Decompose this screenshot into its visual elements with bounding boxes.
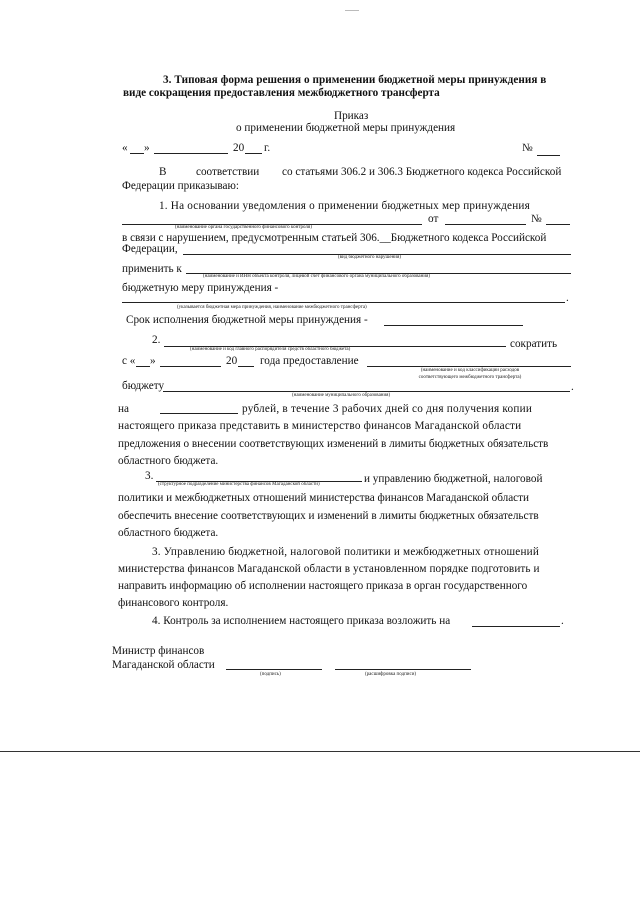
term-field[interactable]	[384, 325, 523, 326]
item2-budget: бюджету	[122, 380, 165, 392]
number-sign: №	[522, 142, 533, 154]
date-month-field[interactable]	[154, 153, 228, 154]
item1-measure: бюджетную меру принуждения -	[122, 282, 279, 294]
top-mark	[345, 10, 359, 11]
item3b-line-1: 3. Управлению бюджетной, налоговой политики и межбюджетных отношений	[152, 546, 540, 558]
caption-classification-2: соответствующего межбюджетного трансферта)	[418, 375, 522, 380]
caption-subdivision: (структурное подразделение министерства финансов Магаданской области)	[158, 482, 320, 487]
expense-classification-field[interactable]	[367, 366, 571, 367]
heading-line-2: виде сокращения предоставления межбюджетного трансферта	[123, 87, 440, 99]
intro-word-3: со статьями 306.2 и 306.3 Бюджетного кодекса Российской	[282, 166, 562, 178]
item3b-line-3: направить информацию об исполнении настоящего приказа в орган государственного	[118, 580, 528, 592]
item1-ot: от	[428, 213, 439, 225]
item3a-line-2: политики и межбюджетных отношений министерства финансов Магаданской области	[118, 492, 530, 504]
date-day-field[interactable]	[130, 153, 144, 154]
caption-control-organ: (наименование органа государственного финансового контроля)	[175, 225, 312, 230]
caption-municipality: (наименование муниципального образования)	[292, 393, 391, 398]
intro-word-2: соответствии	[196, 166, 260, 178]
item1-line-1: 1. На основании уведомления о применении бюджетных мер принуждения	[159, 200, 530, 212]
caption-measure: (указывается бюджетная мера принуждения, наименование межбюджетного трансферта)	[177, 305, 367, 310]
item2-year: 20	[226, 355, 238, 367]
date-close-quote: »	[144, 142, 150, 154]
item1-line-4: Федерации,	[122, 243, 178, 255]
reduce-year-field[interactable]	[238, 366, 254, 367]
caption-classification-1: (наименование и код классификации расходов	[420, 368, 520, 373]
municipality-field[interactable]	[163, 391, 570, 392]
caption-signature: (подпись)	[260, 672, 281, 677]
municipality-end-dot: .	[571, 381, 574, 393]
order-number-field[interactable]	[537, 155, 560, 156]
item2-p2: настоящего приказа представить в министерство финансов Магаданской области	[118, 420, 522, 432]
item1-term: Срок исполнения бюджетной меры принуждения -	[126, 314, 368, 326]
item2-p3: предложения о внесении соответствующих изменений в лимиты бюджетных обязательств	[118, 438, 549, 450]
reduce-day-field[interactable]	[136, 366, 150, 367]
signature-field[interactable]	[226, 669, 322, 670]
notice-number-field[interactable]	[546, 224, 570, 225]
measure-end-dot: .	[566, 292, 569, 304]
item1-apply: применить к	[122, 263, 182, 275]
intro-word-1: В	[159, 166, 167, 178]
item2-reduce: сократить	[510, 338, 558, 350]
signature-decode-field[interactable]	[335, 669, 471, 670]
amount-field[interactable]	[160, 413, 238, 414]
notice-date-field[interactable]	[445, 224, 526, 225]
page-bottom-rule	[0, 751, 640, 752]
item2-p4: областного бюджета.	[118, 455, 219, 467]
item3b-line-4: финансового контроля.	[118, 597, 229, 609]
date-open-quote: «	[122, 142, 128, 154]
reduce-month-field[interactable]	[160, 366, 221, 367]
item3b-line-2: министерства финансов Магаданской области в установленном порядке подготовить и	[118, 563, 540, 575]
caption-violation: (вид бюджетного нарушения)	[338, 255, 401, 260]
item2-p1-rest: рублей, в течение 3 рабочих дней со дня получения копии	[242, 403, 533, 415]
item3a-number: 3.	[145, 470, 154, 482]
item3a-line-3: обеспечить внесение соответствующих и изменений в лимиты бюджетных обязательств	[118, 510, 539, 522]
order-title: Приказ	[334, 110, 369, 122]
date-year-suffix: г.	[264, 142, 271, 154]
item3a-line-4: областного бюджета.	[118, 527, 219, 539]
item2-close-quote: »	[150, 355, 156, 367]
responsible-person-field[interactable]	[472, 626, 560, 627]
date-year-field[interactable]	[245, 153, 262, 154]
item4-text: 4. Контроль за исполнением настоящего приказа возложить на	[152, 615, 451, 627]
item2-p1-on: на	[118, 403, 129, 415]
item2-from: с «	[122, 355, 136, 367]
caption-budget-manager: (наименование и код главного распорядителя средств областного бюджета)	[190, 347, 351, 352]
heading-line-1: 3. Типовая форма решения о применении бюджетной меры принуждения в	[163, 74, 547, 86]
caption-decode: (расшифровка подписи)	[365, 672, 417, 677]
signature-title-1: Министр финансов	[112, 645, 205, 657]
item1-line-3: в связи с нарушением, предусмотренным статьей 306.__Бюджетного кодекса Российской	[122, 232, 547, 244]
item2-year-text: года предоставление	[260, 355, 359, 367]
item4-end-dot: .	[561, 615, 564, 627]
item1-no: №	[531, 213, 542, 225]
item2-number: 2.	[152, 334, 161, 346]
intro-line-2: Федерации приказываю:	[122, 180, 239, 192]
signature-title-2: Магаданской области	[112, 659, 215, 671]
caption-control-object: (наименование и ИНН объекта контроля, лицевой счет финансового органа муниципального образования)	[203, 274, 430, 279]
date-year-prefix: 20	[233, 142, 245, 154]
order-subtitle: о применении бюджетной меры принуждения	[236, 122, 456, 134]
measure-field[interactable]	[122, 302, 565, 303]
item3a-rest: и управлению бюджетной, налоговой	[364, 473, 543, 485]
